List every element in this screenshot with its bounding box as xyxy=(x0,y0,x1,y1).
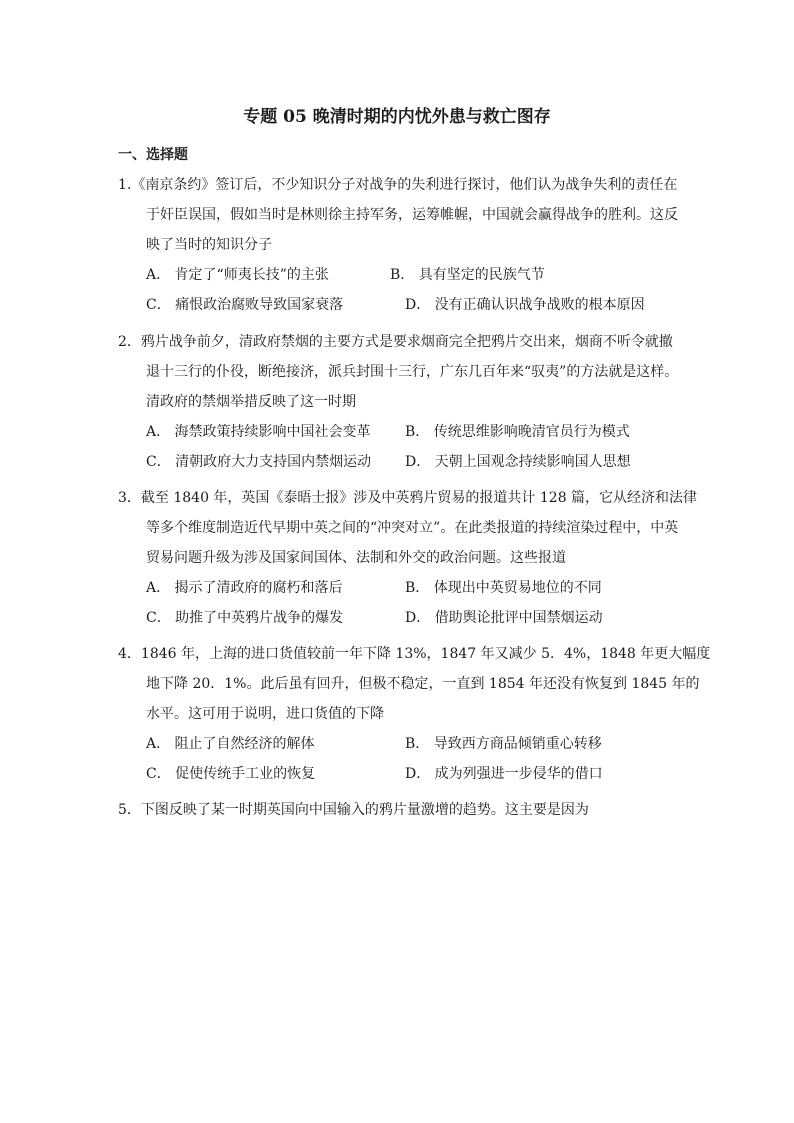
question-text-line: 于奸臣误国，假如当时是林则徐主持军务，运筹帷幄，中国就会赢得战争的胜利。这反 xyxy=(146,207,678,223)
option-c[interactable]: C． 清朝政府大力支持国内禁烟运动 xyxy=(146,454,372,470)
question-text-line: 4．1846 年，上海的进口货值较前一年下降 13%，1847 年又减少 5．4%，1848 年更大幅度 xyxy=(118,646,711,662)
option-row xyxy=(118,603,688,633)
option-c[interactable]: C． 促使传统手工业的恢复 xyxy=(146,766,316,782)
option-d[interactable]: D． 天朝上国观念持续影响国人思想 xyxy=(405,454,631,470)
question-text-line: 3．截至 1840 年，英国《泰晤士报》涉及中英鸦片贸易的报道共计 128 篇，它从经济和法律 xyxy=(118,490,698,506)
question-text-line: 等多个维度制造近代早期中英之间的“冲突对立”。在此类报道的持续渲染过程中，中英 xyxy=(146,520,679,536)
option-c[interactable]: C． 痛恨政治腐败导致国家衰落 xyxy=(146,297,344,313)
option-b[interactable]: B． 传统思维影响晚清官员行为模式 xyxy=(405,424,630,440)
question-5 xyxy=(118,795,688,825)
option-d[interactable]: D． 没有正确认识战争战败的根本原因 xyxy=(405,297,645,313)
option-d[interactable]: D． 借助舆论批评中国禁烟运动 xyxy=(405,610,603,626)
option-b[interactable]: B． 导致西方商品倾销重心转移 xyxy=(405,736,602,752)
option-row xyxy=(118,447,688,477)
question-text-line: 退十三行的仆役，断绝接济，派兵封围十三行，广东几百年来“驭夷”的方法就是这样。 xyxy=(146,364,679,380)
question-4 xyxy=(118,639,711,789)
question-1 xyxy=(118,170,688,320)
question-text-line: 贸易问题升级为涉及国家间国体、法制和外交的政治问题。这些报道 xyxy=(146,550,566,566)
option-b[interactable]: B． 具有坚定的民族气节 xyxy=(390,267,545,283)
option-a[interactable]: A． 肯定了“师夷长技”的主张 xyxy=(146,267,329,283)
question-2 xyxy=(118,327,688,477)
option-row xyxy=(118,290,688,320)
page-title: 专题 05 晚清时期的内忧外患与救亡图存 xyxy=(243,107,551,127)
question-text-line: 水平。这可用于说明，进口货值的下降 xyxy=(146,706,384,722)
option-row xyxy=(118,759,688,789)
question-text-line: 映了当时的知识分子 xyxy=(146,237,272,253)
section-heading: 一、选择题 xyxy=(118,147,188,163)
option-row xyxy=(118,729,688,759)
option-d[interactable]: D． 成为列强进一步侵华的借口 xyxy=(405,766,603,782)
option-row xyxy=(118,260,688,290)
question-text-line: 1.《南京条约》签订后，不少知识分子对战争的失利进行探讨，他们认为战争失利的责任在 xyxy=(118,177,678,193)
option-row xyxy=(118,573,688,603)
option-row xyxy=(118,417,688,447)
option-c[interactable]: C． 助推了中英鸦片战争的爆发 xyxy=(146,610,344,626)
option-a[interactable]: A． 阻止了自然经济的解体 xyxy=(146,736,315,752)
option-b[interactable]: B． 体现出中英贸易地位的不同 xyxy=(405,580,602,596)
question-text-line: 地下降 20．1%。此后虽有回升，但极不稳定，一直到 1854 年还没有恢复到 1845 年的 xyxy=(146,676,700,692)
option-a[interactable]: A． 海禁政策持续影响中国社会变革 xyxy=(146,424,371,440)
question-text-line: 5．下图反映了某一时期英国向中国输入的鸦片量激增的趋势。这主要是因为 xyxy=(118,802,589,818)
question-text-line: 2．鸦片战争前夕，清政府禁烟的主要方式是要求烟商完全把鸦片交出来，烟商不听令就撤 xyxy=(118,334,673,350)
question-text-line: 清政府的禁烟举措反映了这一时期 xyxy=(146,394,356,410)
option-a[interactable]: A． 揭示了清政府的腐朽和落后 xyxy=(146,580,343,596)
question-3 xyxy=(118,483,698,633)
